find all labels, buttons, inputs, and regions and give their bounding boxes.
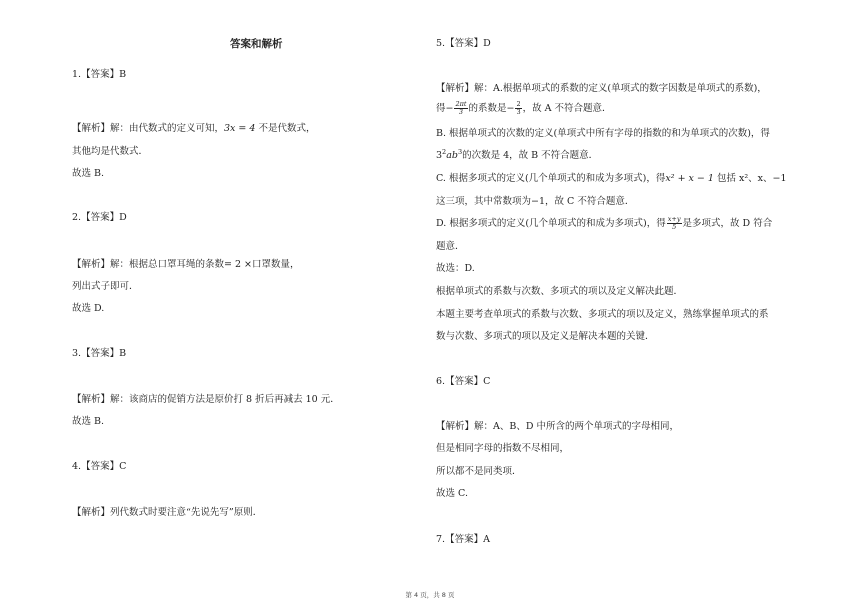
q2-analysis-line2: 列出式子即可． [72, 281, 139, 292]
q5-option-b-line1: B. 根据单项式的次数的定义(单项式中所有字母的指数的和为单项式的次数)，得 [436, 128, 770, 139]
q5-option-b-line2: $3^2ab^3$的次数是 4，故 B 不符合题意． [436, 148, 599, 161]
q5-option-a-line1: 【解析】解：A.根据单项式的系数的定义(单项式的数字因数是单项式的系数)， [436, 83, 767, 94]
q1-conclusion: 故选 B. [72, 168, 105, 179]
q6-conclusion: 故选 C. [436, 488, 468, 499]
q5-option-a-line2: 得− $\frac{2\pi t}{3}$ 的系数是− $\frac{2}{3}$ ，故 A 不符合题意． [436, 100, 612, 116]
q6-answer: 6.【答案】C [436, 376, 491, 387]
q5-option-c-line1: C. 根据多项式的定义(几个单项式的和成为多项式)，得x² + x − 1 包括 x²、x、−1 [436, 173, 787, 184]
q5-answer: 5.【答案】D [436, 38, 491, 49]
q4-analysis-line1: 【解析】列代数式时要注意“先说先写”原则． [72, 507, 263, 518]
q3-analysis-line1: 【解析】解：该商店的促销方法是原价打 8 折后再减去 10 元． [72, 394, 340, 405]
q6-analysis-line1: 【解析】解：A、B、D 中所含的两个单项式的字母相同， [436, 421, 679, 432]
q1-analysis-line1: 【解析】解：由代数式的定义可知，3x = 4 不是代数式， [72, 123, 316, 134]
q5-conclusion: 故选：D. [436, 263, 475, 274]
q4-answer: 4.【答案】C [72, 461, 127, 472]
q3-conclusion: 故选 B. [72, 416, 105, 427]
q6-analysis-line2: 但是相同字母的指数不尽相同， [436, 443, 570, 454]
q5-option-c-line2: 这三项，其中常数项为−1，故 C 不符合题意． [436, 196, 635, 207]
q5-option-d-line2: 题意． [436, 241, 465, 252]
q5-summary-line1: 根据单项式的系数与次数、多项式的项以及定义解决此题． [436, 286, 684, 297]
q2-conclusion: 故选 D. [72, 303, 105, 314]
q1-analysis-line2: 其他均是代数式． [72, 146, 149, 157]
q5-option-d-line1: D. 根据多项式的定义(几个单项式的和成为多项式)，得 $\frac{x+y}{5}$ 是多项式，故 D 符合 [436, 215, 773, 231]
q7-answer: 7.【答案】A [436, 534, 490, 545]
q5-summary-line2: 本题主要考查单项式的系数与次数、多项式的项以及定义，熟练掌握单项式的系 [436, 309, 769, 320]
q6-analysis-line3: 所以都不是同类项． [436, 466, 522, 477]
page-title: 答案和解析 [230, 38, 283, 50]
q5-summary-line3: 数与次数、多项式的项以及定义是解决本题的关键． [436, 331, 655, 342]
q2-analysis-line1: 【解析】解：根据总口罩耳绳的条数= 2 ×口罩数量， [72, 259, 300, 270]
page-footer: 第 4 页，共 8 页 [405, 591, 455, 599]
q1-answer: 1.【答案】B [72, 69, 127, 80]
q3-answer: 3.【答案】B [72, 348, 127, 359]
q2-answer: 2.【答案】D [72, 212, 127, 223]
